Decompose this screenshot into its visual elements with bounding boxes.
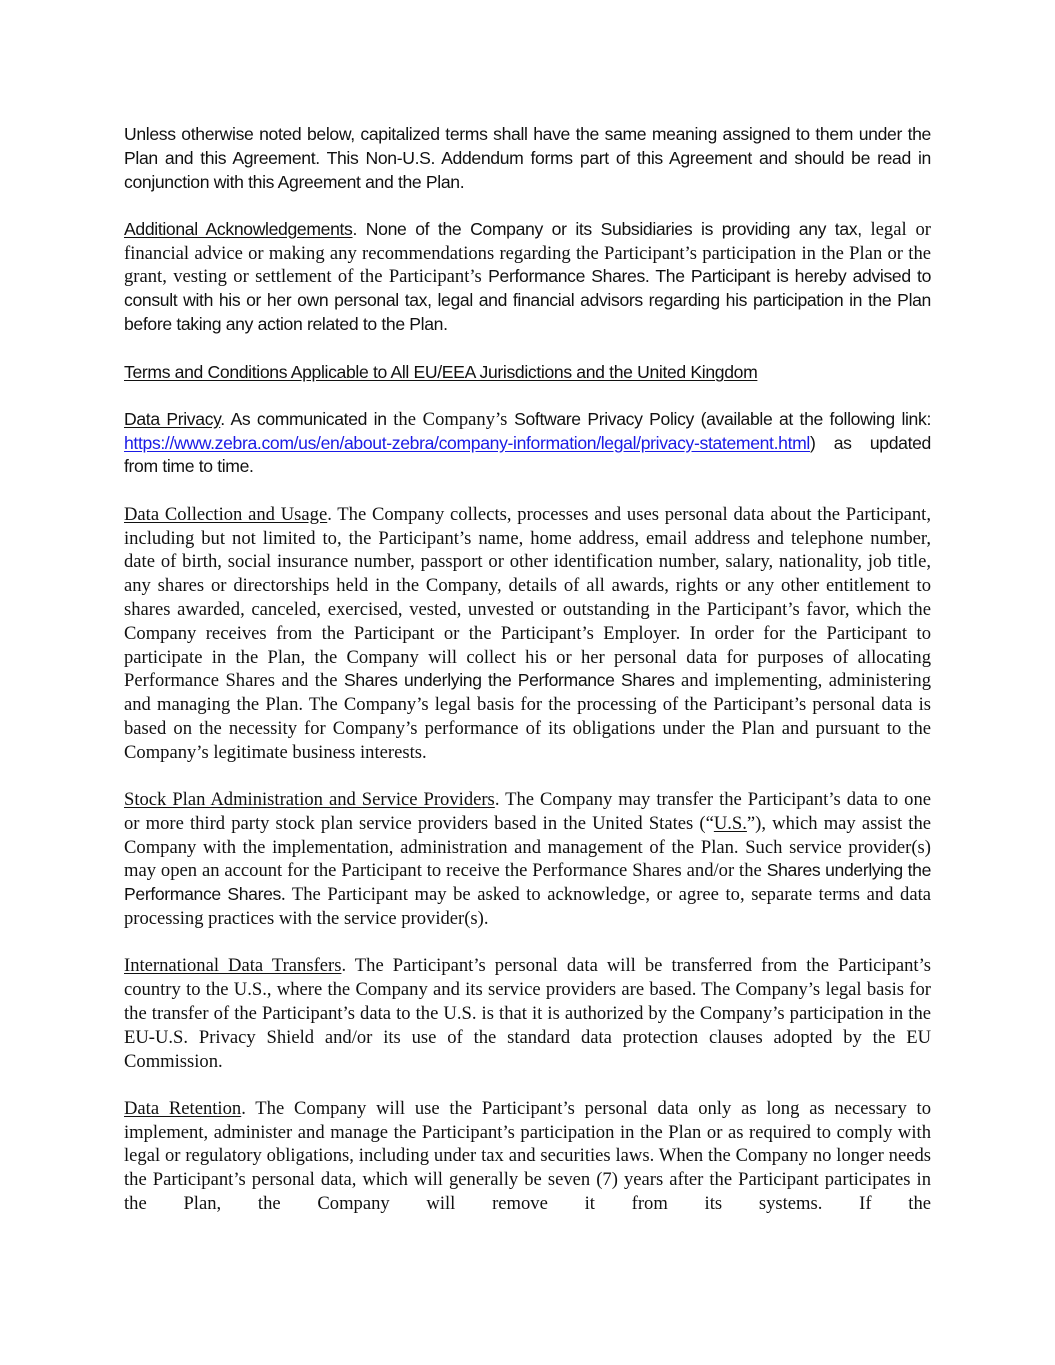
paragraph-text: . As communicated in — [220, 408, 394, 429]
data-retention-heading: Data Retention — [124, 1097, 242, 1119]
paragraph-text: . The Company collects, processes and uses personal data about the Participant, including but not limited to, the Participant’s name, home address, email address and telephone number, date of birth, social insurance number, passport or other identification number, salary, nationality, job title, any shares or directorships held in the Company, details of all awards, rights or any other entitlement to shares awarded, canceled, exercised, vested, unvested or outstanding in the Participant’s favor, which the Company receives from the Participant or the Participant’s Employer. In order for the Participant to participate in the Plan, the Company will collect his or her personal data for purposes of allocating Performance Shares and the — [124, 503, 931, 692]
additional-acknowledgements-heading: Additional Acknowledgements — [124, 218, 353, 239]
privacy-statement-link[interactable]: https://www.zebra.com/us/en/about-zebra/company-information/legal/privacy-statement.html — [124, 432, 810, 453]
spacer — [124, 479, 931, 503]
paragraph-text: . The Participant may be asked to acknowledge, or agree to, separate terms and data processing practices with the service provider(s). — [124, 884, 931, 930]
paragraph-text: Performance Shares. The Participant is hereby advised to consult with his or her own personal tax, legal and financial advisors regarding his participation in the Plan before taking any action related to the Plan. — [124, 266, 932, 335]
additional-acknowledgements-paragraph — [124, 218, 931, 337]
international-data-transfers-heading: International Data Transfers — [124, 955, 342, 977]
paragraph-text: ”), which may assist the Company with the implementation, administration and management of the Plan. Such service provider(s) may open an account for the Participant to receive the Performance Shares and/or the — [124, 812, 931, 882]
paragraph-text: . The Company will use the Participant’s personal data only as long as necessary to implement, administer and manage the Participant’s participation in the Plan or as required to comply with legal or regulatory obligations, including under tax and securities laws. When the Company no longer needs the Participant’s personal data, which will generally be seven (7) years after the Participant participates in the Plan, the Company will remove it from its systems. If the — [124, 1097, 932, 1214]
paragraph-text: . The Participant’s personal data will be transferred from the Participant’s country to the U.S., where the Company and its service providers are based. The Company’s legal basis for the transfer of the Participant’s data to the U.S. is that it is authorized by the Company’s participation in the EU-U.S. Privacy Shield and/or its use of the standard data protection clauses adopted by the EU Commission. — [124, 955, 931, 1072]
paragraph-text: ) as updated from time to time. — [124, 432, 931, 477]
eu-eea-section-title — [124, 360, 931, 384]
paragraph-text: Software Privacy Policy (available at the following link: — [514, 408, 931, 429]
spacer — [124, 931, 931, 955]
data-collection-paragraph — [124, 503, 931, 765]
paragraph-text: Shares underlying the Performance Shares — [124, 860, 932, 905]
spacer — [124, 1073, 931, 1097]
document-page — [124, 123, 931, 1216]
spacer — [124, 384, 931, 408]
data-privacy-heading: Data Privacy — [124, 408, 221, 429]
paragraph-text: and implementing, administering and managing the Plan. The Company’s legal basis for the processing of the Participant’s personal data is based on the necessity for Company’s performance of its obligations under the Plan and pursuant to the Company’s legitimate business interests. — [124, 670, 931, 763]
paragraph-text: legal or financial advice or making any recommendations regarding the Participant’s participation in the Plan or the grant, vesting or settlement of the Participant’s — [124, 218, 931, 288]
paragraph-text: Shares underlying the Performance Shares — [343, 670, 675, 691]
data-collection-heading: Data Collection and Usage — [124, 503, 328, 525]
section-title-text: Terms and Conditions Applicable to All EU/EEA Jurisdictions and the United Kingdom — [124, 362, 758, 383]
spacer — [124, 194, 931, 218]
intro-text: Unless otherwise noted below, capitalized terms shall have the same meaning assigned to them under the Plan and this Agreement. This Non-U.S. Addendum forms part of this Agreement and should be read in conjunction with this Agreement and the Plan. — [124, 124, 931, 192]
international-data-transfers-paragraph — [124, 954, 931, 1073]
stock-plan-administration-paragraph — [124, 788, 931, 931]
spacer — [124, 765, 931, 789]
us-defined-term: U.S. — [713, 812, 747, 834]
paragraph-text: the Company’s — [393, 408, 515, 430]
data-privacy-paragraph — [124, 408, 931, 479]
spacer — [124, 337, 931, 361]
paragraph-text: . None of the Company or its Subsidiaries is providing any tax, — [352, 218, 871, 239]
paragraph-text: . The Company may transfer the Participant’s data to one or more third party stock plan service providers based in the United States (“ — [124, 789, 931, 834]
data-retention-paragraph — [124, 1097, 931, 1216]
stock-plan-administration-heading: Stock Plan Administration and Service Providers — [124, 789, 495, 811]
intro-paragraph — [124, 123, 931, 194]
